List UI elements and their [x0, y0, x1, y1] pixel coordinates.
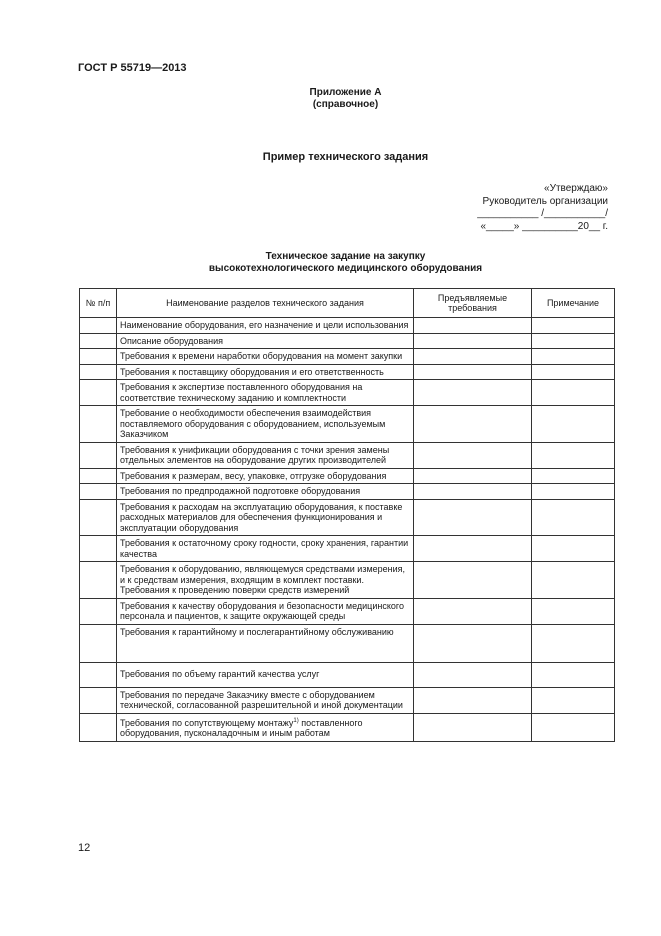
note-cell — [532, 380, 615, 406]
section-name-cell: Требования к расходам на эксплуатацию оборудования, к поставке расходных материалов для обеспечения функционирования и эксплуатации оборудования — [117, 499, 414, 536]
requirements-cell — [414, 499, 532, 536]
table-row — [80, 333, 615, 349]
approval-line: Руководитель организации — [482, 195, 608, 207]
note-cell — [532, 662, 615, 687]
table-row — [80, 713, 615, 741]
standard-code: ГОСТ Р 55719—2013 — [78, 62, 187, 74]
section-name-cell: Требования к остаточному сроку годности, сроку хранения, гарантии качества — [117, 536, 414, 562]
requirements-cell — [414, 349, 532, 365]
number-cell — [80, 406, 117, 443]
example-heading — [0, 151, 661, 163]
section-name-cell: Требования по предпродажной подготовке оборудования — [117, 484, 414, 500]
number-cell — [80, 333, 117, 349]
footnoted-text-continued: поставленного оборудования, пусконаладочным и иным работам — [120, 717, 363, 738]
number-cell — [80, 536, 117, 562]
footnote-marker: 1) — [293, 717, 299, 724]
number-cell — [80, 349, 117, 365]
page-number: 12 — [78, 842, 91, 854]
section-name-cell — [117, 713, 414, 741]
section-name-cell: Требования по передаче Заказчику вместе с оборудованием технической, согласованной разрешительной и иной документации — [117, 687, 414, 713]
table-row — [80, 406, 615, 443]
requirements-cell — [414, 442, 532, 468]
approval-line: ___________ /___________/ — [477, 208, 608, 219]
number-cell — [80, 318, 117, 334]
number-cell — [80, 598, 117, 624]
spec-title — [0, 251, 661, 275]
section-name-cell: Требования к гарантийному и послегарантийному обслуживанию — [117, 624, 414, 662]
number-cell — [80, 468, 117, 484]
section-name-cell: Требования к экспертизе поставленного оборудования на соответствие техническому заданию и комплектности — [117, 380, 414, 406]
table-row — [80, 536, 615, 562]
requirements-cell — [414, 687, 532, 713]
note-cell — [532, 624, 615, 662]
column-header: Примечание — [532, 289, 615, 318]
note-cell — [532, 499, 615, 536]
column-header: Наименование разделов технического задания — [117, 289, 414, 318]
number-cell — [80, 484, 117, 500]
approval-line: «Утверждаю» — [544, 183, 608, 194]
table-row — [80, 442, 615, 468]
note-cell — [532, 687, 615, 713]
requirements-cell — [414, 333, 532, 349]
spec-title-line: Техническое задание на закупку — [265, 251, 426, 262]
section-name-cell: Требования к качеству оборудования и безопасности медицинского персонала и пациентов, к защите окружающей среды — [117, 598, 414, 624]
note-cell — [532, 349, 615, 365]
number-cell — [80, 662, 117, 687]
table-row — [80, 562, 615, 599]
approval-line: «_____» __________20__ г. — [480, 220, 608, 232]
appendix-title: Приложение А — [309, 87, 382, 98]
section-name-cell: Требования к унификации оборудования с точки зрения замены отдельных элементов на оборудование других производителей — [117, 442, 414, 468]
requirements-cell — [414, 380, 532, 406]
note-cell — [532, 364, 615, 380]
column-header: Предъявляемые требования — [414, 289, 532, 318]
table-row — [80, 318, 615, 334]
spec-table — [79, 288, 615, 742]
requirements-cell — [414, 364, 532, 380]
table-row — [80, 484, 615, 500]
table-header-row — [80, 289, 615, 318]
number-cell — [80, 364, 117, 380]
note-cell — [532, 318, 615, 334]
requirements-cell — [414, 406, 532, 443]
table-row — [80, 468, 615, 484]
section-name-cell: Требования к размерам, весу, упаковке, отгрузке оборудования — [117, 468, 414, 484]
column-header: № п/п — [80, 289, 117, 318]
note-cell — [532, 713, 615, 741]
requirements-cell — [414, 598, 532, 624]
number-cell — [80, 713, 117, 741]
section-name-cell: Наименование оборудования, его назначение и цели использования — [117, 318, 414, 334]
section-name-cell: Требования к времени наработки оборудования на момент закупки — [117, 349, 414, 365]
footnoted-text: Требования по сопутствующему монтажу — [120, 717, 294, 728]
requirements-cell — [414, 624, 532, 662]
note-cell — [532, 406, 615, 443]
note-cell — [532, 536, 615, 562]
number-cell — [80, 687, 117, 713]
section-name-cell: Требования к оборудованию, являющемуся средствами измерения, и к средствам измерения, входящим в комплект поставки. Требования к проведению поверки средств измерений — [117, 562, 414, 599]
note-cell — [532, 598, 615, 624]
spec-title-line: высокотехнологического медицинского оборудования — [208, 263, 483, 274]
note-cell — [532, 333, 615, 349]
number-cell — [80, 562, 117, 599]
requirements-cell — [414, 484, 532, 500]
table-row — [80, 687, 615, 713]
requirements-cell — [414, 318, 532, 334]
requirements-cell — [414, 562, 532, 599]
table-row — [80, 499, 615, 536]
requirements-cell — [414, 536, 532, 562]
requirements-cell — [414, 713, 532, 741]
table-row — [80, 380, 615, 406]
appendix-heading — [0, 87, 661, 111]
section-name-cell: Описание оборудования — [117, 333, 414, 349]
number-cell — [80, 624, 117, 662]
number-cell — [80, 380, 117, 406]
note-cell — [532, 484, 615, 500]
note-cell — [532, 468, 615, 484]
number-cell — [80, 499, 117, 536]
table-row — [80, 624, 615, 662]
approval-block — [477, 183, 608, 233]
table-row — [80, 364, 615, 380]
requirements-cell — [414, 662, 532, 687]
table-row — [80, 662, 615, 687]
section-name-cell: Требование о необходимости обеспечения взаимодействия поставляемого оборудования с оборудованием, используемым Заказчиком — [117, 406, 414, 443]
requirements-cell — [414, 468, 532, 484]
table-row — [80, 598, 615, 624]
note-cell — [532, 562, 615, 599]
example-title: Пример технического задания — [262, 151, 429, 163]
note-cell — [532, 442, 615, 468]
appendix-subtitle: (справочное) — [312, 99, 379, 110]
table-row — [80, 349, 615, 365]
number-cell — [80, 442, 117, 468]
section-name-cell: Требования к поставщику оборудования и его ответственность — [117, 364, 414, 380]
section-name-cell: Требования по объему гарантий качества услуг — [117, 662, 414, 687]
